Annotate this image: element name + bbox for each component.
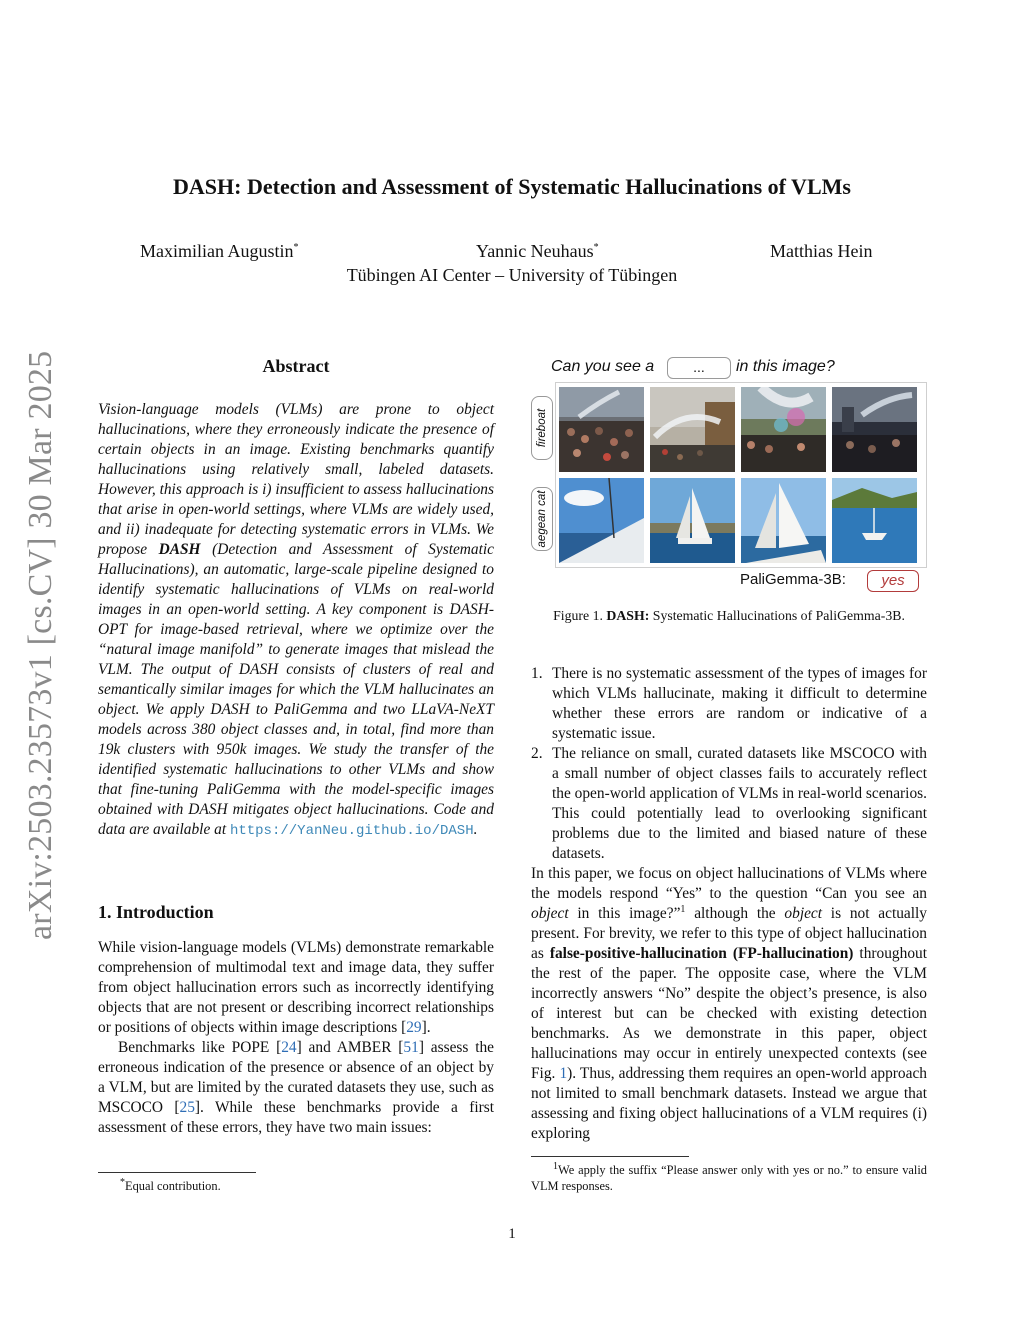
crowd-photo-3 [741,387,826,472]
author-2: Yannic Neuhaus* [476,241,599,261]
affiliation: Tübingen AI Center – University of Tübingen [346,265,678,285]
abstract-body: Vision-language models (VLMs) are prone to object hallucinations, where they erroneously indicate the presence of certain objects in an image. Existing benchmarks quantify hallucinations using relatively small, labeled datasets. However, this approach is i) insufficient to assess hallucinations that arise in open-world settings, where VLMs are widely used, and ii) inadequate for detecting systematic errors in VLMs. We propose DASH (Detection and Assessment of Systematic Hallucinations), an automatic, large-scale pipeline designed to identify systematic hallucinations of VLMs on real-world images in an open-world setting. A key component is DASH-OPT for image-based retrieval, where we optimize over the “natural image manifold” to generate images that mislead the VLM. The output of DASH consists of clusters of real and semantically similar images for which the VLM hallucinates an object. We apply DASH to PaliGemma and two LLaVA-NeXT models across 380 object classes and, in total, find more than 19k clusters with 950k images. We study the transfer of the identified systematic hallucinations to other VLMs and show that fine-tuning PaliGemma with the model-specific images obtained with DASH mitigates object hallucinations. Code and data are available at https://YanNeu.github.io/DASH. [98,401,494,839]
paper-title: DASH: Detection and Assessment of Systematic Hallucinations of VLMs [173,174,851,199]
list-item: 1. There is no systematic assessment of the types of images for which VLMs hallucinate, making it difficult to determine whether these errors are random or indicative of a systematic issue. [531,665,927,742]
footnote-rule [531,1156,689,1157]
footnote-rule [98,1172,256,1173]
citation-link[interactable]: 25 [179,1099,195,1116]
figure-question-blank: ... [667,357,731,379]
figure-1 [531,352,931,602]
citation-link[interactable]: 51 [403,1039,419,1056]
figure-question-suffix: in this image? [736,358,835,375]
citation-link[interactable]: 24 [281,1039,297,1056]
right-column-paragraph: In this paper, we focus on object hallucinations of VLMs where the models respond “Yes” to the question “Can you see an object in this image?”$^1$ although the object is not actually present. For brevity, we refer to this type of object hallucination as false-positive-hallucination (FP-hallucination) throughout the rest of the paper. The opposite case, where the VLM incorrectly answers “No” despite the object’s presence, is also of interest but can be checked with existing detection benchmarks. As we demonstrate in this paper, object hallucinations may occur in entirely unexpected contexts (see Fig. 1). Thus, addressing them requires an open-world approach not limited to small benchmark datasets. Instead we argue that assessing and fixing object hallucinations of a VLM requires (i) exploring [531,865,927,1142]
figure-caption: Figure 1. DASH: Systematic Hallucinations of PaliGemma-3B. [553,608,905,623]
arxiv-identifier: arXiv:2503.23573v1 [cs.CV] 30 Mar 2025 [22,350,59,940]
page-number: 1 [508,1226,516,1242]
row-label-aegean-cat: aegean cat [531,487,553,551]
crowd-photo-4 [832,387,917,472]
project-url-link[interactable]: https://YanNeu.github.io/DASH [229,823,474,839]
crowd-photo-1 [559,387,644,472]
model-label: PaliGemma-3B: [740,571,846,588]
crowd-photo-2 [650,387,735,472]
boat-photo-3 [741,478,826,563]
abstract-heading: Abstract [262,356,330,376]
list-item: 2. The reliance on small, curated datasets like MSCOCO with a small number of object classes fails to accurately reflect the open-world application of VLMs in real-world scenarios. This could potentially lead to overlooking significant problems due to the limited and biased nature of these datasets. [531,745,927,862]
figure-reference-link[interactable]: 1 [559,1065,568,1082]
row-label-fireboat: fireboat [531,396,553,460]
section-heading-introduction: 1. Introduction [98,902,214,922]
boat-photo-2 [650,478,735,563]
issues-list [531,664,927,864]
figure-question-prefix: Can you see a [551,358,655,375]
author-3: Matthias Hein [770,241,873,261]
model-answer: yes [867,570,919,592]
dash-name: DASH [158,541,201,558]
author-1: Maximilian Augustin* [140,241,299,261]
introduction-body: While vision-language models (VLMs) demonstrate remarkable comprehension of multimodal text and image data, they suffer from object hallucination errors such as incorrectly identifying objects that are not present or describing incorrect relationships or positions of objects within image descriptions [29]. Benchmarks like POPE [24] and AMBER [51] assess the erroneous indication of the presence or absence of an object by a VLM, but are limited by the curated datasets they use, such as MSCOCO [25]. While these benchmarks provide a first assessment of these errors, they have two main issues: [98,939,494,1136]
footnote-yes-no-suffix: $^1$We apply the suffix “Please answer only with yes or no.” to ensure valid VLM responses. [531,1160,927,1193]
boat-photo-4 [832,478,917,563]
citation-link[interactable]: 29 [406,1019,422,1036]
boat-photo-1 [559,478,644,563]
footnote-equal-contribution: *Equal contribution. [120,1176,221,1193]
